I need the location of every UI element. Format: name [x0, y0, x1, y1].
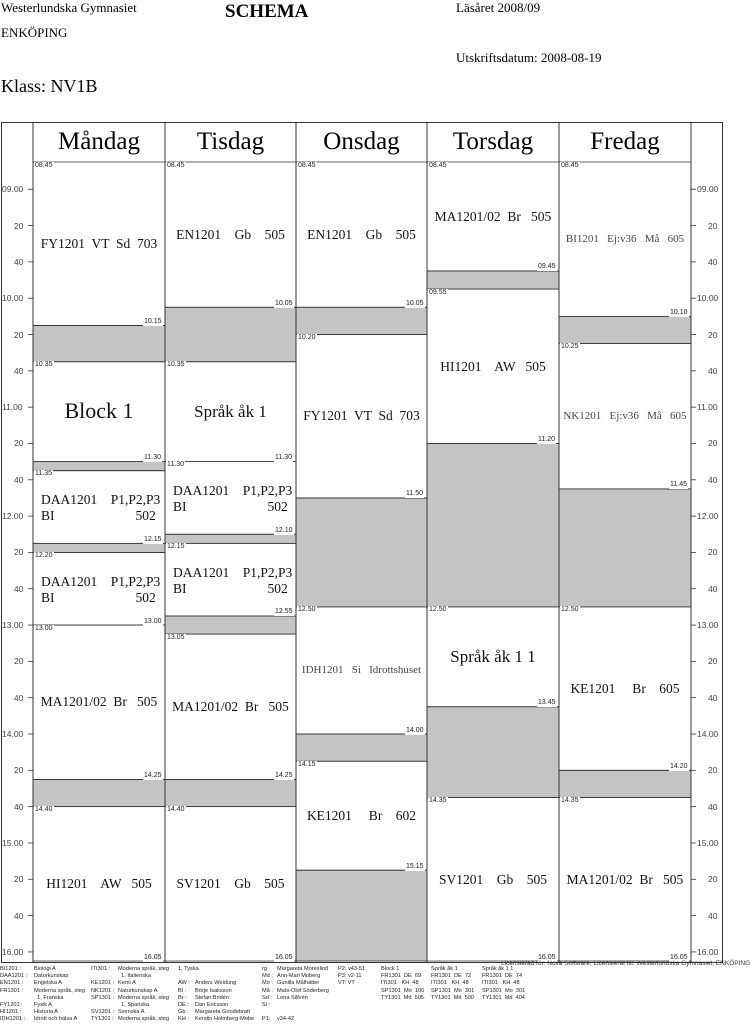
time-label-right: 40 [708, 801, 718, 812]
break-band [296, 307, 427, 334]
day-header-2: Onsdag [323, 128, 400, 155]
time-label-left: 15.00 [2, 837, 24, 848]
break-band [165, 616, 296, 634]
lesson-end-time: 09.45 [538, 263, 556, 271]
lesson-label: KE1201 Br 602 [306, 807, 417, 823]
lesson-start-time: 10.20 [298, 334, 316, 341]
lesson-block [41, 574, 159, 606]
time-label-right: 12.00 [697, 511, 719, 522]
legend-course-codes-1: BI1201 : DAA1201 : EN1201 : FR1301 : FY1201 : HI1201 : IDH1201 : [0, 966, 28, 1023]
lesson-start-time: 12.50 [429, 606, 447, 614]
legend-course-names-1: Biologi A Datorkunskap Engelska A Moderna språk, steg 1, Franska Fysik A Historia A Idrott och hälsa A [34, 966, 85, 1023]
lesson-teacher-room-line: BI 502 [173, 498, 288, 514]
lesson-label: Språk åk 1 1 [450, 646, 536, 666]
lesson-start-time: 14.40 [35, 806, 53, 814]
time-label-left: 40 [14, 365, 24, 376]
time-label-left: 20 [14, 765, 24, 776]
lesson-start-time: 08.45 [298, 161, 316, 169]
legend-teacher-codes-1: 1, Tyska AW : BI : Br : DE : Gb : KH : [178, 966, 199, 1023]
time-label-right: 16.00 [697, 946, 719, 957]
lesson-start-time: 08.45 [429, 161, 447, 169]
lesson-label: MA1201/02 Br 505 [434, 208, 552, 224]
license-text: Licensierad för: Nova Software, Licensierat till: Westerlundska Gymnasiet, ENKÖPING [501, 960, 750, 967]
day-header-0: Måndag [58, 128, 140, 155]
lesson-end-time: 14.25 [275, 771, 293, 779]
lesson-block [173, 482, 293, 515]
time-label-right: 09.00 [697, 184, 719, 195]
time-label-left: 20 [14, 656, 24, 667]
break-band [296, 870, 427, 961]
time-label-left: 09.00 [2, 184, 24, 195]
lesson-label: EN1201 Gb 505 [176, 226, 285, 242]
lesson-start-time: 14.40 [167, 806, 185, 814]
time-label-right: 40 [708, 583, 718, 594]
time-label-left: 20 [14, 438, 24, 449]
lesson-start-time: 13.05 [167, 633, 185, 641]
lesson-start-time: 11.30 [167, 461, 184, 469]
lesson-end-time: 11.20 [538, 435, 555, 443]
break-band [427, 443, 559, 606]
class-label: Klass: NV1B [1, 76, 98, 96]
time-label-left: 10.00 [2, 293, 24, 304]
day-header-3: Torsdag [452, 128, 534, 155]
time-label-right: 40 [708, 256, 718, 267]
lesson-block [173, 564, 293, 597]
lesson-teacher-room-line: BI 502 [173, 580, 288, 596]
time-label-left: 13.00 [2, 620, 24, 631]
day-header-4: Fredag [590, 128, 660, 155]
time-label-left: 40 [14, 256, 24, 267]
lesson-start-time: 13.00 [35, 624, 53, 632]
time-label-right: 40 [708, 910, 718, 921]
legend-sprak-1-1: Språk åk 1 1 FR1301 DE 74 ITI301 KH 48 SP1301 Mo 301 TY1301 Md 404 [482, 966, 526, 1001]
lesson-course-line: DAA1201 P1,P2,P3 [173, 482, 293, 498]
lesson-label: SV1201 Gb 505 [176, 876, 285, 892]
lesson-label: MA1201/02 Br 505 [566, 871, 684, 887]
time-label-left: 20 [14, 874, 24, 885]
lesson-end-time: 10.05 [406, 299, 424, 307]
lesson-end-time: 14.00 [406, 726, 424, 734]
legend-teacher-names-1: Anders Weidung Börje Isaksson Stefan Bridén Dan Ericsson Margareta Grindebratt Kerstin Holmberg-Mobe [195, 980, 255, 1023]
lesson-end-time: 11.50 [406, 490, 423, 498]
legend-teacher-names-2: Margareta Moreslind Ann-Mari Moberg Gunilla Målhätter Mats-Olof Söderberg Lena Silfvén v34-42 [277, 966, 329, 1023]
legend-periods: P2: v43-51 P3: v2-11 VT: VT [338, 966, 366, 987]
lesson-end-time: 16.05 [670, 953, 688, 961]
legend-sprak-1: Språk åk 1 FR1301 DE 72 ITI301 KH 48 SP1301 Mo 301 TY1301 Md 500 [431, 966, 475, 1001]
time-label-right: 14.00 [697, 729, 719, 739]
break-band [33, 325, 165, 361]
lesson-label: FY1201 VT Sd 703 [40, 235, 158, 251]
time-label-left: 12.00 [2, 511, 24, 522]
break-band [33, 779, 165, 806]
time-label-right: 20 [708, 874, 718, 885]
break-band [296, 498, 427, 607]
school-name: Westerlundska Gymnasiet [1, 0, 137, 15]
time-label-right: 20 [708, 220, 718, 231]
school-year: Läsåret 2008/09 [456, 0, 541, 15]
lesson-label: BI1201 Ej:v36 Må 605 [565, 233, 685, 246]
time-label-right: 20 [708, 329, 718, 340]
day-header-1: Tisdag [196, 128, 265, 155]
time-label-left: 14.00 [2, 729, 24, 739]
lesson-start-time: 12.20 [35, 551, 53, 559]
lesson-start-time: 10.35 [35, 361, 53, 369]
time-label-right: 20 [708, 438, 718, 449]
lesson-end-time: 11.45 [670, 481, 687, 489]
lesson-label: MA1201/02 Br 505 [40, 694, 158, 710]
lesson-label: EN1201 Gb 505 [307, 226, 416, 242]
lesson-end-time: 11.30 [275, 454, 292, 462]
lesson-label: FY1201 VT Sd 703 [303, 408, 420, 424]
time-label-left: 40 [14, 692, 24, 703]
lesson-end-time: 12.55 [275, 608, 293, 616]
lesson-label: NK1201 Ej:v36 Må 605 [563, 410, 687, 423]
break-band [559, 316, 691, 343]
time-label-left: 40 [14, 583, 24, 594]
lesson-end-time: 10.15 [144, 317, 162, 325]
lesson-end-time: 16.05 [275, 953, 293, 961]
lesson-label: SV1201 Gb 505 [438, 871, 547, 887]
legend-block-1: Block 1 FR1301 DE 69 ITI301 KH 48 SP1301 Mo 106 TY1301 Md 505 [381, 966, 425, 1001]
time-label-right: 20 [708, 656, 718, 667]
time-label-left: 40 [14, 474, 24, 485]
time-label-right: 10.00 [697, 293, 719, 304]
lesson-start-time: 11.35 [35, 470, 52, 478]
lesson-label: Språk åk 1 [194, 401, 267, 421]
break-band [427, 707, 559, 798]
break-band [165, 779, 296, 806]
lesson-teacher-room-line: BI 502 [41, 508, 156, 524]
lesson-label: HI1201 AW 505 [440, 358, 546, 374]
time-label-right: 20 [708, 765, 718, 776]
time-label-right: 15.00 [697, 837, 719, 848]
schedule-grid [0, 122, 724, 963]
lesson-teacher-room-line: BI 502 [41, 589, 156, 605]
time-label-right: 40 [708, 474, 718, 485]
lesson-course-line: DAA1201 P1,P2,P3 [41, 573, 161, 589]
lesson-start-time: 09.55 [429, 288, 447, 296]
lesson-start-time: 10.25 [561, 343, 579, 351]
city-name: ENKÖPING [1, 25, 68, 40]
lesson-end-time: 12.15 [144, 535, 162, 543]
lesson-label: KE1201 Br 605 [570, 680, 680, 696]
legend-course-names-2: Moderna språk, steg 1, Italienska Kemi A Naturkunskap A Moderna språk, steg 1, Spanska Svenska A Moderna språk, steg [118, 966, 169, 1023]
lesson-end-time: 14.25 [144, 771, 162, 779]
lesson-end-time: 16.05 [538, 953, 556, 961]
time-label-left: 20 [14, 547, 24, 558]
time-label-right: 40 [708, 365, 718, 376]
lesson-start-time: 14.35 [561, 797, 579, 805]
time-label-right: 20 [708, 547, 718, 558]
lesson-end-time: 10.10 [670, 308, 688, 316]
lesson-end-time: 16.05 [144, 953, 162, 961]
lesson-start-time: 12.50 [298, 606, 316, 614]
print-date: Utskriftsdatum: 2008-08-19 [456, 50, 602, 65]
time-label-right: 13.00 [697, 620, 719, 631]
lesson-start-time: 08.45 [167, 161, 185, 169]
lesson-course-line: DAA1201 P1,P2,P3 [41, 492, 161, 508]
time-label-left: 40 [14, 910, 24, 921]
lesson-end-time: 13.00 [144, 617, 162, 625]
lesson-end-time: 12.10 [275, 526, 293, 534]
break-band [165, 307, 296, 361]
lesson-label: HI1201 AW 505 [46, 876, 152, 892]
lesson-start-time: 08.45 [35, 161, 53, 169]
lesson-start-time: 08.45 [561, 161, 579, 169]
lesson-label: MA1201/02 Br 505 [172, 698, 289, 714]
time-label-right: 40 [708, 692, 718, 703]
break-band [559, 770, 691, 797]
lesson-end-time: 11.30 [144, 454, 161, 462]
legend-teacher-codes-2: rg Md : Mo : Må : Sd : Si : P1: [262, 966, 273, 1023]
lesson-start-time: 12.50 [561, 606, 579, 614]
lesson-end-time: 15.15 [406, 862, 424, 870]
lesson-start-time: 10.35 [167, 361, 185, 369]
lesson-end-time: 13.45 [538, 699, 556, 707]
time-label-left: 20 [14, 220, 24, 231]
break-band [296, 734, 427, 761]
page-title: SCHEMA [225, 1, 309, 22]
lesson-end-time: 10.05 [275, 299, 293, 307]
time-label-right: 11.00 [697, 402, 718, 413]
lesson-label: Block 1 [64, 398, 134, 424]
lesson-start-time: 12.15 [167, 542, 185, 550]
time-label-left: 16.00 [2, 946, 24, 957]
lesson-course-line: DAA1201 P1,P2,P3 [173, 564, 293, 580]
break-band [559, 489, 691, 607]
time-label-left: 20 [14, 329, 24, 340]
lesson-label: IDH1201 Si Idrottshuset [301, 664, 422, 677]
lesson-end-time: 14.20 [670, 762, 688, 770]
lesson-start-time: 14.15 [298, 760, 316, 768]
break-band [427, 271, 559, 289]
time-label-left: 40 [14, 801, 24, 812]
lesson-block [41, 492, 159, 524]
legend-course-codes-2: ITI301 : KE1201 : NK1201 : SP1301 : SV1201 : TY1301 : [91, 966, 115, 1023]
time-label-left: 11.00 [2, 402, 23, 413]
lesson-start-time: 14.35 [429, 797, 447, 805]
